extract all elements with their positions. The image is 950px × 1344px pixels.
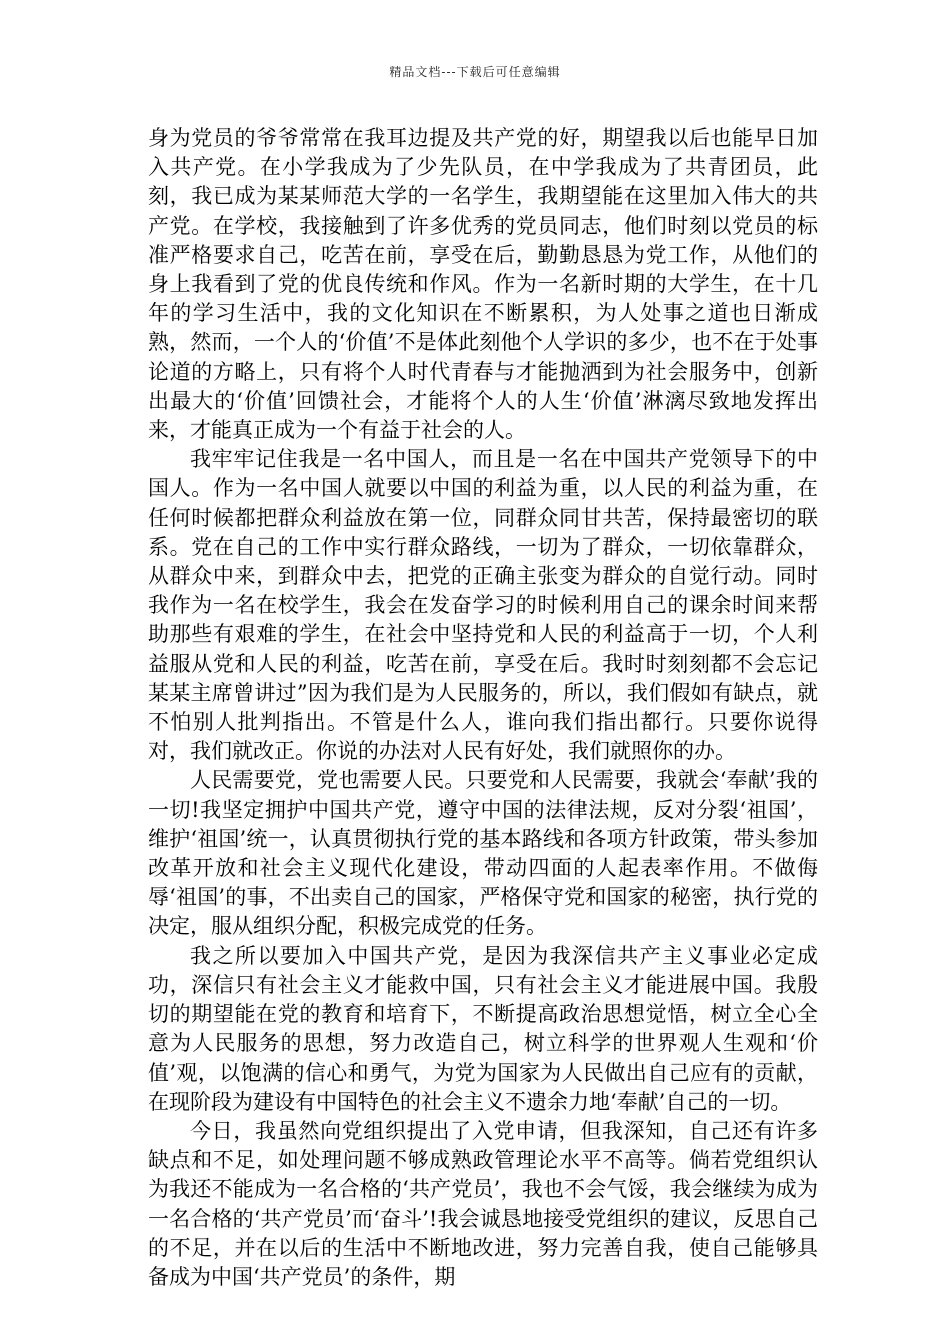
paragraph-5: 今日，我虽然向党组织提出了入党申请，但我深知，自己还有许多缺点和不足，如处理问题不够成熟政管理论水平不高等。倘若党组织认为我还不能成为一名合格的‘共产党员’，我也不会气馁，我会继续为成为一名合格的‘共产党员’而‘奋斗’!我会诚恳地接受党组织的建议，反思自己的不足，并在以后的生活中不断地改进，努力完善自我，使自己能够具备成为中国‘共产党员’的条件，期 [148,1118,818,1289]
paragraph-3: 人民需要党，党也需要人民。只要党和人民需要，我就会‘奉献’我的一切!我坚定拥护中国共产党，遵守中国的法律法规，反对分裂‘祖国’，维护‘祖国’统一，认真贯彻执行党的基本路线和各项方针政策，带头参加改革开放和社会主义现代化建设，带动四面的人起表率作用。不做侮辱‘祖国’的事，不出卖自己的国家，严格保守党和国家的秘密，执行党的决定，服从组织分配，积极完成党的任务。 [148,768,818,939]
paragraph-1: 身为党员的爷爷常常在我耳边提及共产党的好，期望我以后也能早日加入共产党。在小学我成为了少先队员，在中学我成为了共青团员，此刻，我已成为某某师范大学的一名学生，我期望能在这里加入伟大的共产党。在学校，我接触到了许多优秀的党员同志，他们时刻以党员的标准严格要求自己，吃苦在前，享受在后，勤勤恳恳为党工作，从他们的身上我看到了党的优良传统和作风。作为一名新时期的大学生，在十几年的学习生活中，我的文化知识在不断累积，为人处事之道也日渐成熟，然而，一个人的‘价值’不是体此刻他个人学识的多少，也不在于处事论道的方略上，只有将个人时代青春与才能抛洒到为社会服务中，创新出最大的‘价值’回馈社会，才能将个人的人生‘价值’淋漓尽致地发挥出来，才能真正成为一个有益于社会的人。 [148,126,818,443]
paragraph-4: 我之所以要加入中国共产党，是因为我深信共产主义事业必定成功，深信只有社会主义才能救中国，只有社会主义才能进展中国。我殷切的期望能在党的教育和培育下，不断提高政治思想觉悟，树立全心全意为人民服务的思想，努力改造自己，树立科学的世界观人生观和‘价值’观，以饱满的信心和勇气，为党为国家为人民做出自己应有的贡献，在现阶段为建设有中国特色的社会主义不遗余力地‘奉献’自己的一切。 [148,943,818,1114]
paragraph-2: 我牢牢记住我是一名中国人，而且是一名在中国共产党领导下的中国人。作为一名中国人就要以中国的利益为重，以人民的利益为重，在任何时候都把群众利益放在第一位，同群众同甘共苦，保持最密切的联系。党在自己的工作中实行群众路线，一切为了群众，一切依靠群众，从群众中来，到群众中去，把党的正确主张变为群众的自觉行动。同时我作为一名在校学生，我会在发奋学习的时候利用自己的课余时间来帮助那些有艰难的学生，在社会中坚持党和人民的利益高于一切，个人利益服从党和人民的利益，吃苦在前，享受在后。我时时刻刻都不会忘记某某主席曾讲过”因为我们是为人民服务的，所以，我们假如有缺点，就不怕别人批判指出。不管是什么人，谁向我们指出都行。只要你说得对，我们就改正。你说的办法对人民有好处，我们就照你的办。 [148,447,818,764]
document-body [148,124,818,1292]
page-header: 精品文档---下载后可任意编辑 [389,65,561,79]
